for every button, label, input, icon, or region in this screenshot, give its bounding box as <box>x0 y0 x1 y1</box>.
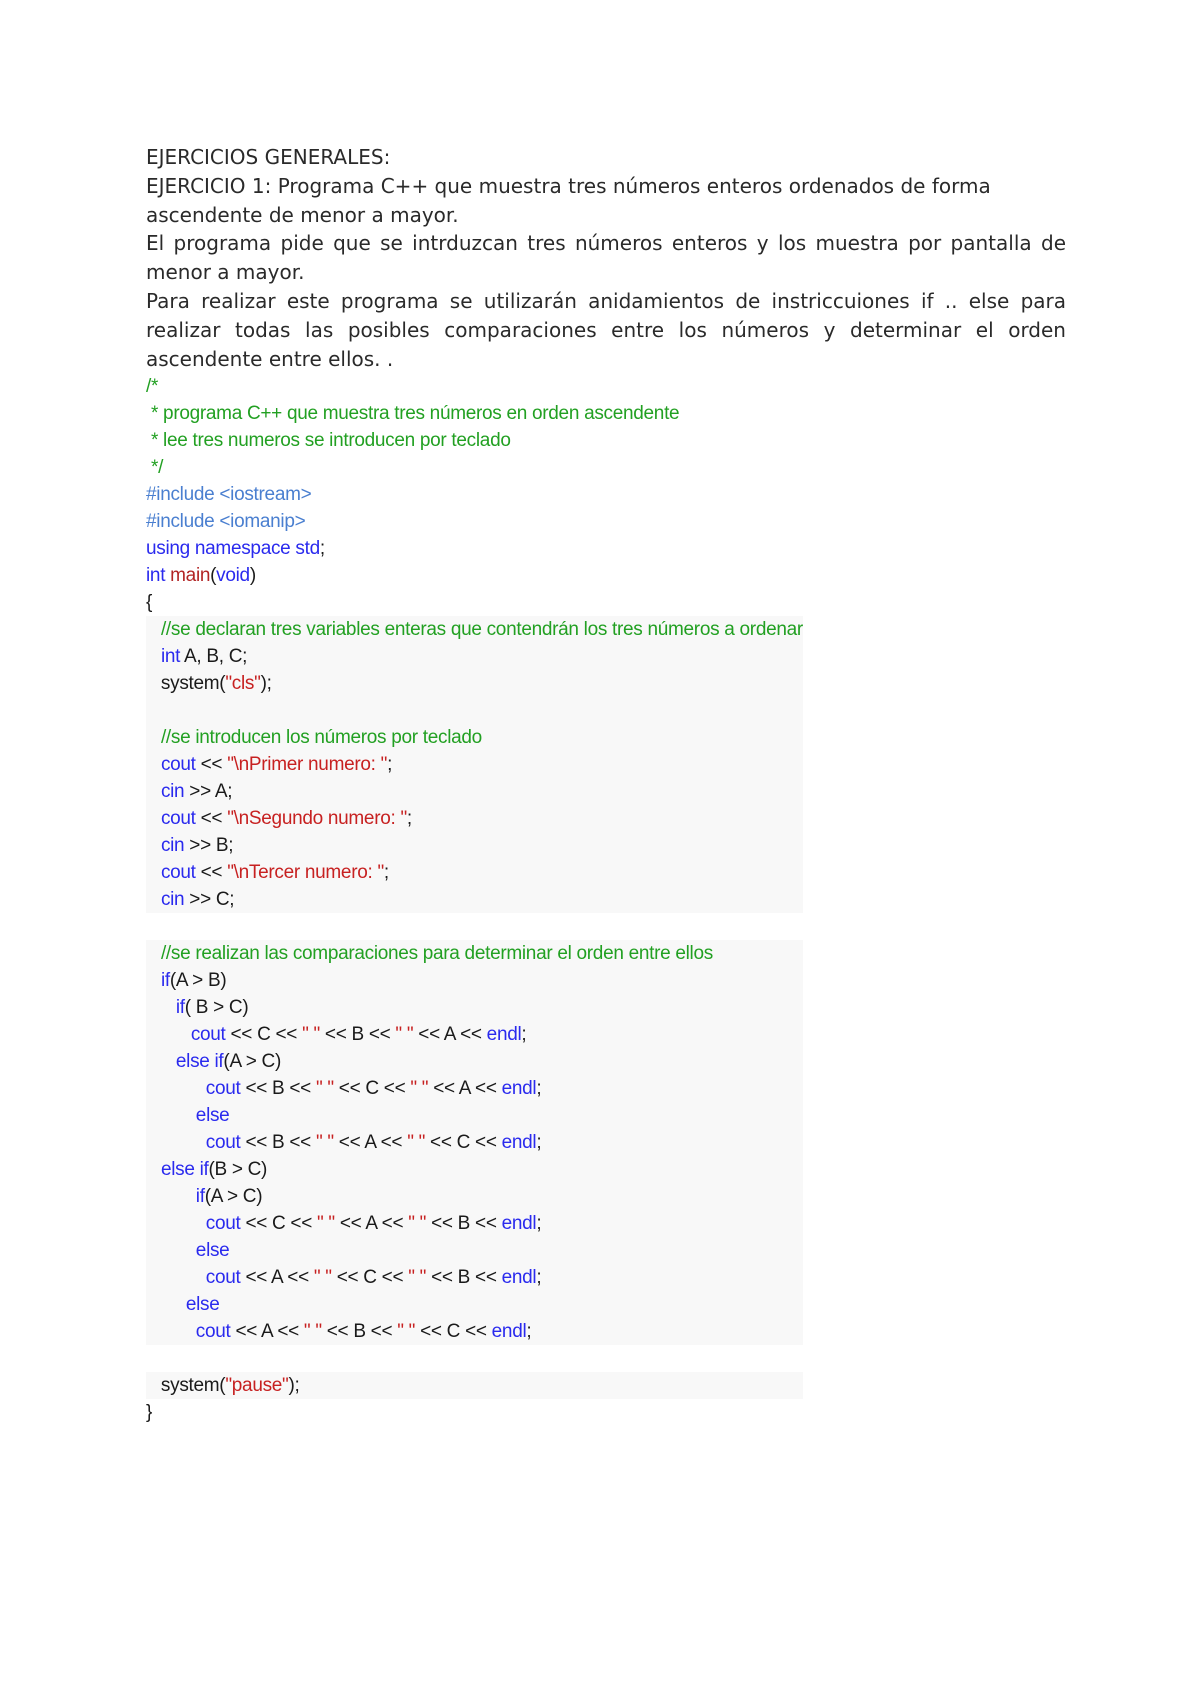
code-token: { <box>146 592 153 613</box>
code-token: << C << <box>225 1024 303 1045</box>
program-description: El programa pide que se intrduzcan tres números enteros y los muestra por pantalla de menor a mayor. <box>146 231 1066 285</box>
code-token: endl <box>491 1321 527 1342</box>
code-token: cout <box>160 754 196 775</box>
code-line <box>146 724 803 751</box>
code-line <box>146 535 803 562</box>
code-token: << <box>195 862 228 883</box>
code-token: cout <box>205 1267 241 1288</box>
code-token: ; <box>406 808 412 829</box>
code-token: " " <box>410 1078 429 1099</box>
code-line <box>146 994 803 1021</box>
code-token: << A << <box>240 1267 314 1288</box>
code-token: //se introducen los números por teclado <box>160 727 482 748</box>
code-token: if <box>195 1186 205 1207</box>
code-token: else if <box>175 1051 224 1072</box>
code-token: if <box>160 970 170 991</box>
code-token: cout <box>205 1132 241 1153</box>
code-line <box>146 1345 803 1372</box>
code-token: << B << <box>426 1267 502 1288</box>
code-token: " " <box>315 1078 334 1099</box>
code-token: int <box>146 565 171 586</box>
code-token: (B > C) <box>208 1159 268 1180</box>
code-line <box>146 1399 803 1426</box>
code-token <box>146 1186 196 1207</box>
code-token <box>146 889 161 910</box>
code-token: system( <box>146 1375 226 1396</box>
code-token: ; <box>521 1024 527 1045</box>
code-token: ); <box>288 1375 300 1396</box>
program-explanation: Para realizar este programa se utilizarán anidamientos de instriccuiones if .. else para realizar todas las posibles comparaciones entre los números y determinar el orden ascendente entre ellos. . <box>146 288 1066 371</box>
code-line <box>146 508 803 535</box>
code-token: endl <box>501 1267 537 1288</box>
code-token: << C << <box>331 1267 409 1288</box>
code-token: << C << <box>333 1078 411 1099</box>
code-token: " " <box>407 1132 426 1153</box>
document-text <box>146 143 1066 373</box>
code-token: else <box>195 1105 230 1126</box>
code-token <box>146 727 161 748</box>
code-line <box>146 1372 803 1399</box>
code-token <box>146 997 176 1018</box>
code-line <box>146 967 803 994</box>
code-token: } <box>146 1402 153 1423</box>
code-token: " " <box>408 1267 427 1288</box>
code-line <box>146 940 803 967</box>
code-token: cout <box>195 1321 231 1342</box>
code-line <box>146 1318 803 1345</box>
code-line <box>146 400 803 427</box>
code-token: ( B > C) <box>184 997 249 1018</box>
code-token: cin <box>160 781 185 802</box>
code-line <box>146 886 803 913</box>
code-token: " " <box>303 1321 322 1342</box>
code-line <box>146 859 803 886</box>
code-token: if <box>175 997 185 1018</box>
code-token <box>146 970 161 991</box>
code-token: ; <box>536 1078 542 1099</box>
code-line <box>146 832 803 859</box>
code-token: "pause" <box>225 1375 289 1396</box>
code-token: << B << <box>426 1213 502 1234</box>
code-line <box>146 589 803 616</box>
code-token <box>146 1159 161 1180</box>
code-token: >> A; <box>184 781 233 802</box>
code-token: " " <box>315 1132 334 1153</box>
code-token <box>146 1078 206 1099</box>
code-line <box>146 1021 803 1048</box>
code-token: ; <box>536 1213 542 1234</box>
code-line <box>146 643 803 670</box>
code-token: cout <box>205 1213 241 1234</box>
code-token: * programa C++ que muestra tres números en orden ascendente <box>146 403 680 424</box>
code-token <box>146 808 161 829</box>
code-line <box>146 1210 803 1237</box>
code-token: ; <box>383 862 389 883</box>
code-token: cout <box>190 1024 226 1045</box>
code-token <box>146 754 161 775</box>
code-token <box>146 1240 196 1261</box>
code-token: A, B, C; <box>180 646 248 667</box>
code-token: cin <box>160 835 185 856</box>
code-token: * lee tres numeros se introducen por teclado <box>146 430 511 451</box>
code-token: << B << <box>321 1321 398 1342</box>
code-token: //se realizan las comparaciones para determinar el orden entre ellos <box>160 943 713 964</box>
code-token: ; <box>536 1267 542 1288</box>
code-token: << A << <box>334 1213 409 1234</box>
code-token: cout <box>160 808 196 829</box>
code-token: << <box>195 754 228 775</box>
code-line <box>146 427 803 454</box>
code-line <box>146 1264 803 1291</box>
code-token: << A << <box>333 1132 408 1153</box>
code-token: (A > B) <box>169 970 227 991</box>
code-token: endl <box>501 1213 537 1234</box>
code-token: ); <box>260 673 272 694</box>
code-token <box>146 1267 206 1288</box>
code-line <box>146 562 803 589</box>
code-token: << A << <box>428 1078 502 1099</box>
code-line <box>146 670 803 697</box>
code-token: else if <box>160 1159 209 1180</box>
code-token: "cls" <box>225 673 261 694</box>
code-line <box>146 913 803 940</box>
code-token: #include <iomanip> <box>146 511 306 532</box>
code-token: void <box>216 565 250 586</box>
code-line <box>146 1048 803 1075</box>
code-token <box>146 700 201 721</box>
code-line <box>146 697 803 724</box>
code-token: #include <iostream> <box>146 484 312 505</box>
code-token: (A > C) <box>223 1051 281 1072</box>
code-token: ; <box>536 1132 542 1153</box>
code-token: << A << <box>230 1321 304 1342</box>
code-token: "\nTercer numero: " <box>227 862 384 883</box>
code-line <box>146 454 803 481</box>
code-line <box>146 778 803 805</box>
code-token: //se declaran tres variables enteras que contendrán los tres números a ordenar <box>160 619 803 640</box>
code-token: " " <box>317 1213 335 1234</box>
code-token: (A > C) <box>204 1186 263 1207</box>
code-line <box>146 1291 803 1318</box>
code-line <box>146 751 803 778</box>
code-token: endl <box>486 1024 522 1045</box>
code-token: /* <box>146 376 159 397</box>
code-token: ; <box>387 754 393 775</box>
code-line <box>146 481 803 508</box>
code-token: cin <box>160 889 185 910</box>
document-heading: EJERCICIOS GENERALES: <box>146 145 391 169</box>
code-token: cout <box>160 862 196 883</box>
code-listing <box>146 373 803 1426</box>
code-token: " " <box>395 1024 414 1045</box>
code-token: << C << <box>240 1213 317 1234</box>
code-token: << C << <box>415 1321 492 1342</box>
code-token <box>146 1024 191 1045</box>
code-token: main <box>170 565 211 586</box>
code-token: ; <box>319 538 325 559</box>
code-line <box>146 1102 803 1129</box>
code-token: << B << <box>240 1078 316 1099</box>
exercise-title: EJERCICIO 1: Programa C++ que muestra tres números enteros ordenados de forma ascendente de menor a mayor. <box>146 173 991 227</box>
code-token: */ <box>146 457 164 478</box>
code-token: " " <box>397 1321 416 1342</box>
code-line <box>146 1075 803 1102</box>
code-token: using namespace std <box>146 538 320 559</box>
code-token <box>146 943 161 964</box>
code-token: system( <box>146 673 226 694</box>
code-token: << C << <box>425 1132 502 1153</box>
code-token: cout <box>205 1078 241 1099</box>
code-line <box>146 1156 803 1183</box>
code-token: "\nSegundo numero: " <box>227 808 407 829</box>
code-token: ( <box>210 565 217 586</box>
code-line <box>146 805 803 832</box>
code-token <box>146 1294 186 1315</box>
code-token: ; <box>526 1321 532 1342</box>
code-token: >> B; <box>184 835 234 856</box>
code-token: " " <box>408 1213 427 1234</box>
code-token: << A << <box>413 1024 487 1045</box>
code-token: << B << <box>240 1132 316 1153</box>
code-token <box>146 1213 206 1234</box>
code-line <box>146 1183 803 1210</box>
code-token: " " <box>313 1267 332 1288</box>
code-line <box>146 616 803 643</box>
code-token: int <box>160 646 181 667</box>
code-token <box>146 1132 206 1153</box>
code-token <box>146 1321 196 1342</box>
code-token <box>146 1105 196 1126</box>
code-token <box>146 781 161 802</box>
code-token: else <box>195 1240 230 1261</box>
code-token: << B << <box>319 1024 396 1045</box>
code-token <box>146 646 161 667</box>
code-token: "\nPrimer numero: " <box>227 754 388 775</box>
code-token: << <box>195 808 228 829</box>
code-token <box>146 619 161 640</box>
code-token <box>146 835 161 856</box>
code-token: endl <box>501 1132 537 1153</box>
code-line <box>146 373 803 400</box>
code-token: else <box>185 1294 220 1315</box>
code-line <box>146 1129 803 1156</box>
code-token: ) <box>249 565 256 586</box>
code-token <box>146 1051 176 1072</box>
code-token <box>146 862 161 883</box>
code-token: >> C; <box>184 889 235 910</box>
code-line <box>146 1237 803 1264</box>
code-token: " " <box>302 1024 320 1045</box>
code-token: endl <box>501 1078 537 1099</box>
